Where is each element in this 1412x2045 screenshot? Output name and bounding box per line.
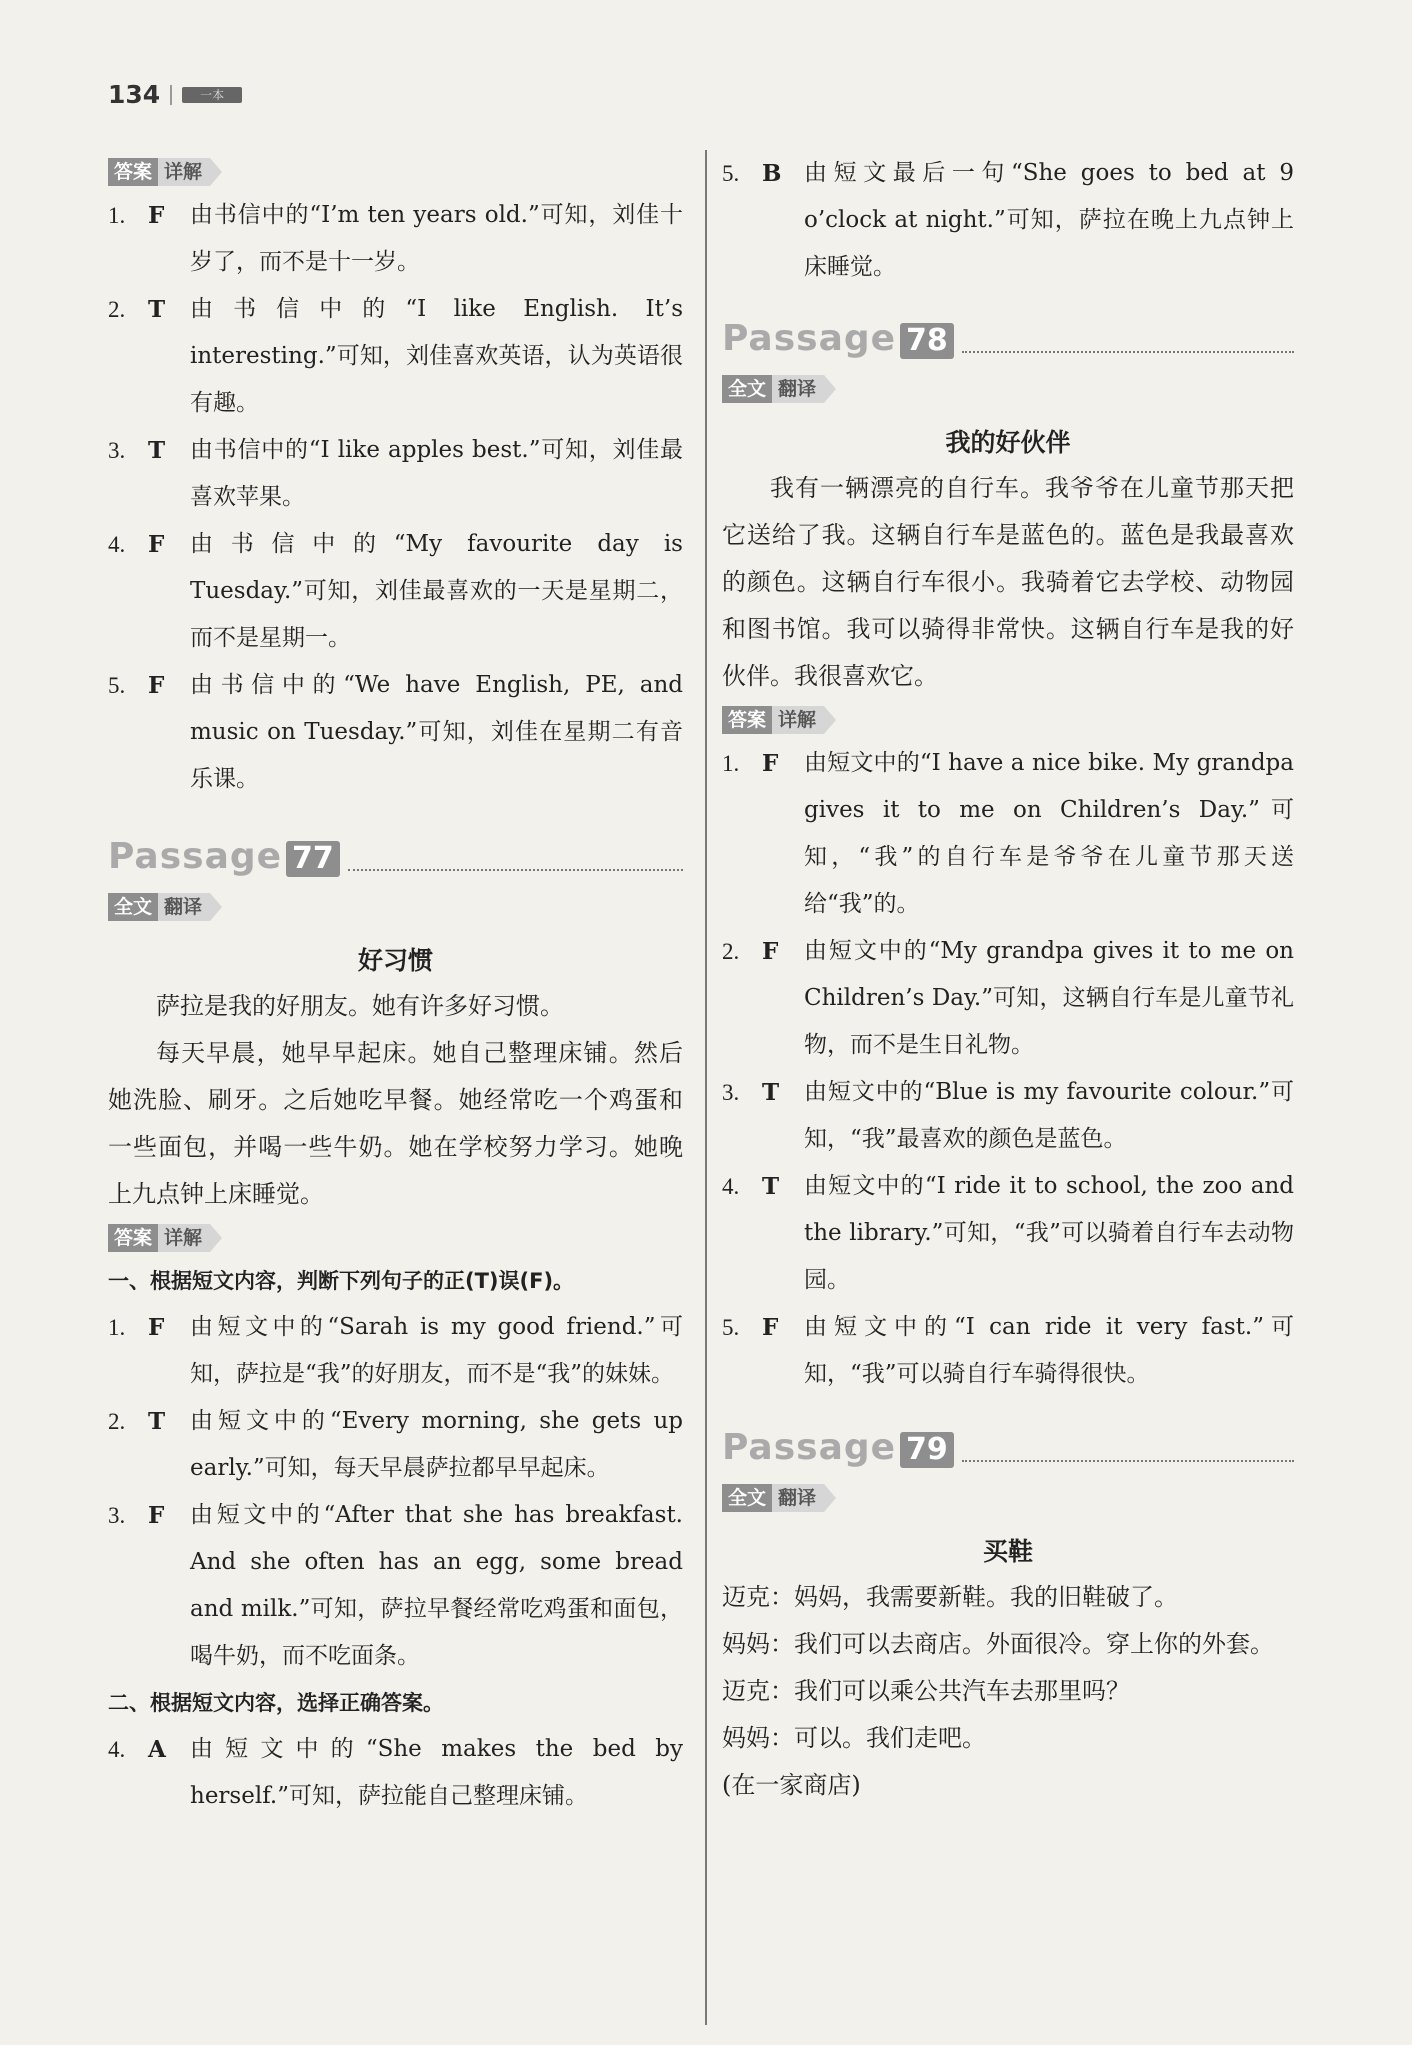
answer-number: 5. xyxy=(722,1315,740,1340)
answer-number: 4. xyxy=(108,1737,126,1762)
answer-number: 2. xyxy=(108,297,126,322)
dialogue-line xyxy=(722,1574,1294,1621)
translation-badge: 全文 翻译 xyxy=(722,375,824,403)
answers-badge: 答案 详解 xyxy=(722,706,824,734)
answer-key: T xyxy=(762,1173,780,1200)
answer-explanation: 由短文中的“Blue is my favourite colour.”可知，“我”最喜欢的颜色是蓝色。 xyxy=(804,1079,1294,1152)
answer-list xyxy=(108,192,683,803)
answer-explanation: 由书信中的“I’m ten years old.”可知，刘佳十岁了，而不是十一岁。 xyxy=(190,202,683,275)
answer-item xyxy=(108,1398,683,1492)
answer-item xyxy=(722,740,1294,928)
answer-number: 3. xyxy=(108,438,126,463)
dialogue-line xyxy=(722,1621,1294,1668)
answers-badge: 答案 详解 xyxy=(108,1224,210,1252)
dialogue xyxy=(722,1574,1294,1762)
answer-item xyxy=(108,427,683,521)
speaker: 妈妈： xyxy=(722,1724,794,1752)
answer-explanation: 由短文中的“Sarah is my good friend.”可知，萨拉是“我”的好朋友，而不是“我”的妹妹。 xyxy=(190,1314,683,1387)
answer-explanation: 由短文中的“After that she has breakfast. And she often has an egg, some bread and milk.”可知，萨拉早餐经常吃鸡蛋和面包，喝牛奶，而不吃面条。 xyxy=(190,1502,683,1669)
column-divider xyxy=(705,150,707,2025)
translation-badge: 全文 翻译 xyxy=(108,893,210,921)
answer-explanation: 由短文中的“She makes the bed by herself.”可知，萨拉能自己整理床铺。 xyxy=(190,1736,683,1809)
answer-number: 4. xyxy=(108,532,126,557)
paragraph: 我有一辆漂亮的自行车。我爷爷在儿童节那天把它送给了我。这辆自行车是蓝色的。蓝色是我最喜欢的颜色。这辆自行车很小。我骑着它去学校、动物园和图书馆。我可以骑得非常快。这辆自行车是我的好伙伴。我很喜欢它。 xyxy=(722,474,1294,690)
answer-item xyxy=(108,286,683,427)
answer-key: F xyxy=(762,750,779,777)
story-title: 好习惯 xyxy=(357,946,433,975)
dialogue-line xyxy=(722,1715,1294,1762)
answer-item xyxy=(108,662,683,803)
paragraph: 萨拉是我的好朋友。她有许多好习惯。 xyxy=(156,992,564,1020)
answer-key: T xyxy=(148,437,166,464)
story-title: 我的好伙伴 xyxy=(945,428,1071,457)
answer-item xyxy=(722,1069,1294,1163)
answer-key: F xyxy=(148,1314,165,1341)
answer-key: F xyxy=(762,938,779,965)
answer-explanation: 由短文中的“Every morning, she gets up early.”可知，每天早晨萨拉都早早起床。 xyxy=(190,1408,683,1481)
answer-number: 2. xyxy=(722,939,740,964)
answer-explanation: 由书信中的“We have English, PE, and music on Tuesday.”可知，刘佳在星期二有音乐课。 xyxy=(190,672,683,792)
answer-explanation: 由短文中的“I have a nice bike. My grandpa gives it to me on Children’s Day.”可知，“我”的自行车是爷爷在儿童节那天送给“我”的。 xyxy=(804,750,1294,917)
passage-79-heading: Passage 79 xyxy=(722,1428,1294,1468)
scene-note: (在一家商店) xyxy=(722,1771,861,1799)
answer-list xyxy=(108,1304,683,1680)
answer-explanation: 由短文中的“I can ride it very fast.”可知，“我”可以骑自行车骑得很快。 xyxy=(804,1314,1294,1387)
answer-number: 1. xyxy=(722,751,740,776)
answer-key: T xyxy=(762,1079,780,1106)
page-header xyxy=(108,80,242,109)
answer-number: 3. xyxy=(722,1080,740,1105)
answer-number: 1. xyxy=(108,1315,126,1340)
answer-key: F xyxy=(148,531,165,558)
passage-78-heading: Passage 78 xyxy=(722,319,1294,359)
answer-item xyxy=(722,928,1294,1069)
answer-key: F xyxy=(762,1314,779,1341)
answer-number: 1. xyxy=(108,203,126,228)
answer-item xyxy=(108,1726,683,1820)
answer-key: F xyxy=(148,1502,165,1529)
right-column xyxy=(722,152,1294,1809)
answer-explanation: 由短文中的“I ride it to school, the zoo and the library.”可知，“我”可以骑着自行车去动物园。 xyxy=(804,1173,1294,1293)
answer-key: A xyxy=(148,1736,166,1763)
speaker: 迈克： xyxy=(722,1583,794,1611)
answers-badge: 答案 详解 xyxy=(108,158,210,186)
answer-item xyxy=(722,150,1294,291)
utterance: 我们可以乘公共汽车去那里吗？ xyxy=(794,1677,1130,1705)
translation-badge: 全文 翻译 xyxy=(722,1484,824,1512)
speaker: 妈妈： xyxy=(722,1630,794,1658)
section-title: 一、根据短文内容，判断下列句子的正(T)误(F)。 xyxy=(108,1269,575,1293)
answer-explanation: 由书信中的“My favourite day is Tuesday.”可知，刘佳最喜欢的一天是星期二，而不是星期一。 xyxy=(190,531,683,651)
header-divider xyxy=(170,85,172,105)
answer-list xyxy=(108,1726,683,1820)
answer-explanation: 由书信中的“I like English. It’s interesting.”可知，刘佳喜欢英语，认为英语很有趣。 xyxy=(190,296,683,416)
utterance: 妈妈，我需要新鞋。我的旧鞋破了。 xyxy=(794,1583,1178,1611)
speaker: 迈克： xyxy=(722,1677,794,1705)
answer-explanation: 由书信中的“I like apples best.”可知，刘佳最喜欢苹果。 xyxy=(190,437,683,510)
answer-number: 3. xyxy=(108,1503,126,1528)
answer-item xyxy=(722,1304,1294,1398)
answer-key: F xyxy=(148,202,165,229)
header-logo: 一本 xyxy=(182,87,242,103)
left-column xyxy=(108,152,683,1820)
story-title: 买鞋 xyxy=(982,1537,1033,1566)
answer-key: F xyxy=(148,672,165,699)
answer-item xyxy=(108,192,683,286)
paragraph: 每天早晨，她早早起床。她自己整理床铺。然后她洗脸、刷牙。之后她吃早餐。她经常吃一个鸡蛋和一些面包，并喝一些牛奶。她在学校努力学习。她晚上九点钟上床睡觉。 xyxy=(108,1039,683,1208)
answer-item xyxy=(108,521,683,662)
answer-key: B xyxy=(762,160,782,187)
answer-item xyxy=(722,1163,1294,1304)
answer-item xyxy=(108,1304,683,1398)
answer-explanation: 由短文中的“My grandpa gives it to me on Children’s Day.”可知，这辆自行车是儿童节礼物，而不是生日礼物。 xyxy=(804,938,1294,1058)
utterance: 可以。我们走吧。 xyxy=(794,1724,986,1752)
page-number: 134 xyxy=(108,80,161,109)
answer-key: T xyxy=(148,296,166,323)
section-title: 二、根据短文内容，选择正确答案。 xyxy=(108,1691,444,1715)
answer-list xyxy=(722,150,1294,291)
answer-list xyxy=(722,740,1294,1398)
answer-number: 5. xyxy=(108,673,126,698)
dialogue-line xyxy=(722,1668,1294,1715)
answer-number: 4. xyxy=(722,1174,740,1199)
answer-number: 2. xyxy=(108,1409,126,1434)
passage-77-heading: Passage 77 xyxy=(108,837,683,877)
answer-key: T xyxy=(148,1408,166,1435)
answer-number: 5. xyxy=(722,161,740,186)
utterance: 我们可以去商店。外面很冷。穿上你的外套。 xyxy=(794,1630,1274,1658)
answer-item xyxy=(108,1492,683,1680)
answer-explanation: 由短文最后一句“She goes to bed at 9 o’clock at night.”可知，萨拉在晚上九点钟上床睡觉。 xyxy=(804,160,1294,280)
